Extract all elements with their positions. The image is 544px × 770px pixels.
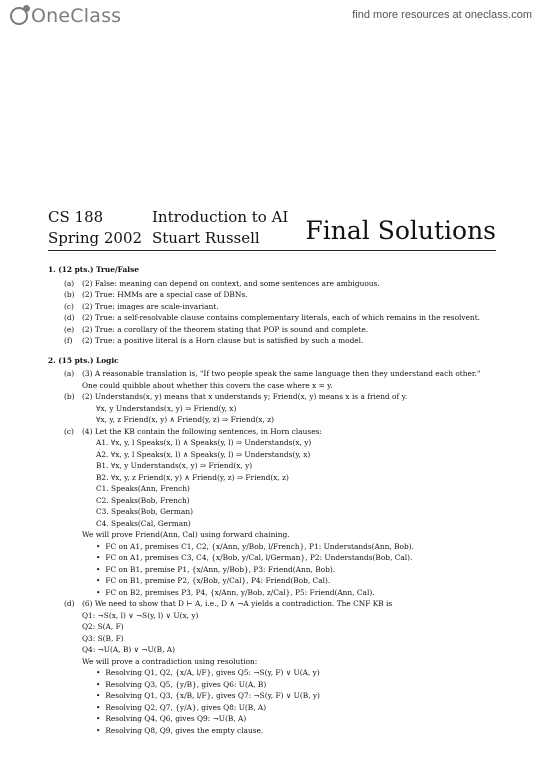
q1-item-f: (f) (2) True: a positive literal is a Horn clause but is satisfied by such a model. — [64, 336, 364, 345]
q2-d-step: • Resolving Q2, Q7, {y/A}, gives Q8: U(B, A) — [96, 702, 496, 714]
question-2-title: 2. (15 pts.) Logic — [48, 355, 119, 365]
q2-b-formula-2: ∀x, y, z Friend(x, y) ∧ Friend(y, z) ⇒ Friend(x, z) — [96, 415, 275, 424]
q1-item-c: (c) (2) True: images are scale-invariant. — [64, 301, 219, 311]
q2-d-clause: Q1: ¬S(x, l) ∨ ¬S(y, l) ∨ U(x, y) — [82, 610, 199, 620]
question-1 — [48, 264, 496, 347]
q2-c-axiom: B2. ∀x, y, z Friend(x, y) ∧ Friend(y, z) ⇒ Friend(x, z) — [96, 472, 289, 482]
logo-text: OneClass — [31, 5, 122, 27]
q2-c-intro: We will prove Friend(Ann, Cal) using forward chaining. — [82, 530, 290, 539]
q2-part-a-cont: One could quibble about whether this covers the case where x = y. — [82, 380, 333, 390]
q1-item-b: (b) (2) True: HMMs are a special case of DBNs. — [64, 290, 248, 299]
q1-item-a: (a) (2) False: meaning can depend on context, and some sentences are ambiguous. — [64, 278, 380, 288]
course-code: CS 188 — [48, 208, 104, 226]
header-rule — [48, 250, 496, 251]
q2-part-d: (d) (6) We need to show that D ⊢ A, i.e., D ∧ ¬A yields a contradiction. The CNF KB is — [64, 599, 393, 608]
q2-c-axiom: C1. Speaks(Ann, French) — [96, 484, 190, 493]
q2-c-step: • FC on A1, premises C3, C4, {x/Bob, y/Cal, l/German}, P2: Understands(Bob, Cal). — [96, 552, 496, 564]
q2-c-axiom: C2. Speaks(Bob, French) — [96, 495, 190, 505]
course-title: Introduction to AI — [152, 208, 289, 226]
q2-d-step: • Resolving Q3, Q5, {y/B}, gives Q6: U(A, B) — [96, 679, 496, 691]
q2-d-step: • Resolving Q8, Q9, gives the empty clause. — [96, 725, 496, 737]
top-banner — [0, 0, 544, 34]
q2-c-axiom: A2. ∀x, y, l Speaks(x, l) ∧ Speaks(y, l) ⇒ Understands(y, x) — [96, 449, 311, 459]
document-header — [48, 208, 496, 252]
oneclass-logo-icon — [10, 7, 28, 25]
q2-d-step: • Resolving Q1, Q3, {x/B, l/F}, gives Q7: ¬S(y, F) ∨ U(B, y) — [96, 690, 496, 702]
q2-c-step: • FC on A1, premises C1, C2, {x/Ann, y/Bob, l/French}, P1: Understands(Ann, Bob). — [96, 541, 496, 553]
q2-c-axiom: A1. ∀x, y, l Speaks(x, l) ∧ Speaks(y, l) ⇒ Understands(x, y) — [96, 438, 312, 447]
q1-item-e: (e) (2) True: a corollary of the theorem stating that POP is sound and complete. — [64, 324, 369, 334]
q2-c-step: • FC on B1, premise P2, {x/Bob, y/Cal}, P4: Friend(Bob, Cal). — [96, 575, 496, 587]
q1-item-d: (d) (2) True: a self-resolvable clause contains complementary literals, each of which remains in the resolvent. — [64, 313, 481, 322]
q2-d-clause: Q2: S(A, F) — [82, 622, 124, 631]
term: Spring 2002 — [48, 229, 143, 247]
q2-part-c: (c) (4) Let the KB contain the following sentences, in Horn clauses: — [64, 426, 322, 436]
q2-c-step: • FC on B2, premises P3, P4, {x/Ann, y/Bob, z/Cal}, P5: Friend(Ann, Cal). — [96, 587, 496, 599]
q2-d-clause: Q3: S(B, F) — [82, 633, 124, 643]
q2-c-axiom: B1. ∀x, y Understands(x, y) ⇒ Friend(x, y) — [96, 461, 253, 470]
q2-b-formula-1: ∀x, y Understands(x, y) ⇒ Friend(y, x) — [96, 403, 237, 413]
q2-part-a: (a) (3) A reasonable translation is, "If two people speak the same language then they understand each other." — [64, 369, 481, 378]
instructor: Stuart Russell — [152, 229, 260, 247]
q2-d-step: • Resolving Q4, Q6, gives Q9: ¬U(B, A) — [96, 713, 496, 725]
question-1-title: 1. (12 pts.) True/False — [48, 265, 139, 274]
find-resources-link[interactable]: find more resources at oneclass.com — [352, 9, 532, 21]
q2-c-axiom: C3. Speaks(Bob, German) — [96, 507, 193, 516]
q2-part-b: (b) (2) Understands(x, y) means that x understands y; Friend(x, y) means x is a friend of y. — [64, 392, 408, 401]
q2-d-intro: We will prove a contradiction using resolution: — [82, 656, 258, 666]
document-body — [48, 264, 496, 738]
q2-d-step: • Resolving Q1, Q2, {x/A, l/F}, gives Q5: ¬S(y, F) ∨ U(A, y) — [96, 667, 496, 679]
q2-c-step: • FC on B1, premise P1, {x/Ann, y/Bob}, P3: Friend(Ann, Bob). — [96, 564, 496, 576]
document-title: Final Solutions — [305, 216, 496, 245]
q2-c-axiom: C4. Speaks(Cal, German) — [96, 518, 191, 528]
oneclass-logo[interactable] — [10, 3, 121, 29]
q2-d-clause: Q4: ¬U(A, B) ∨ ¬U(B, A) — [82, 645, 176, 654]
question-2 — [48, 355, 496, 737]
